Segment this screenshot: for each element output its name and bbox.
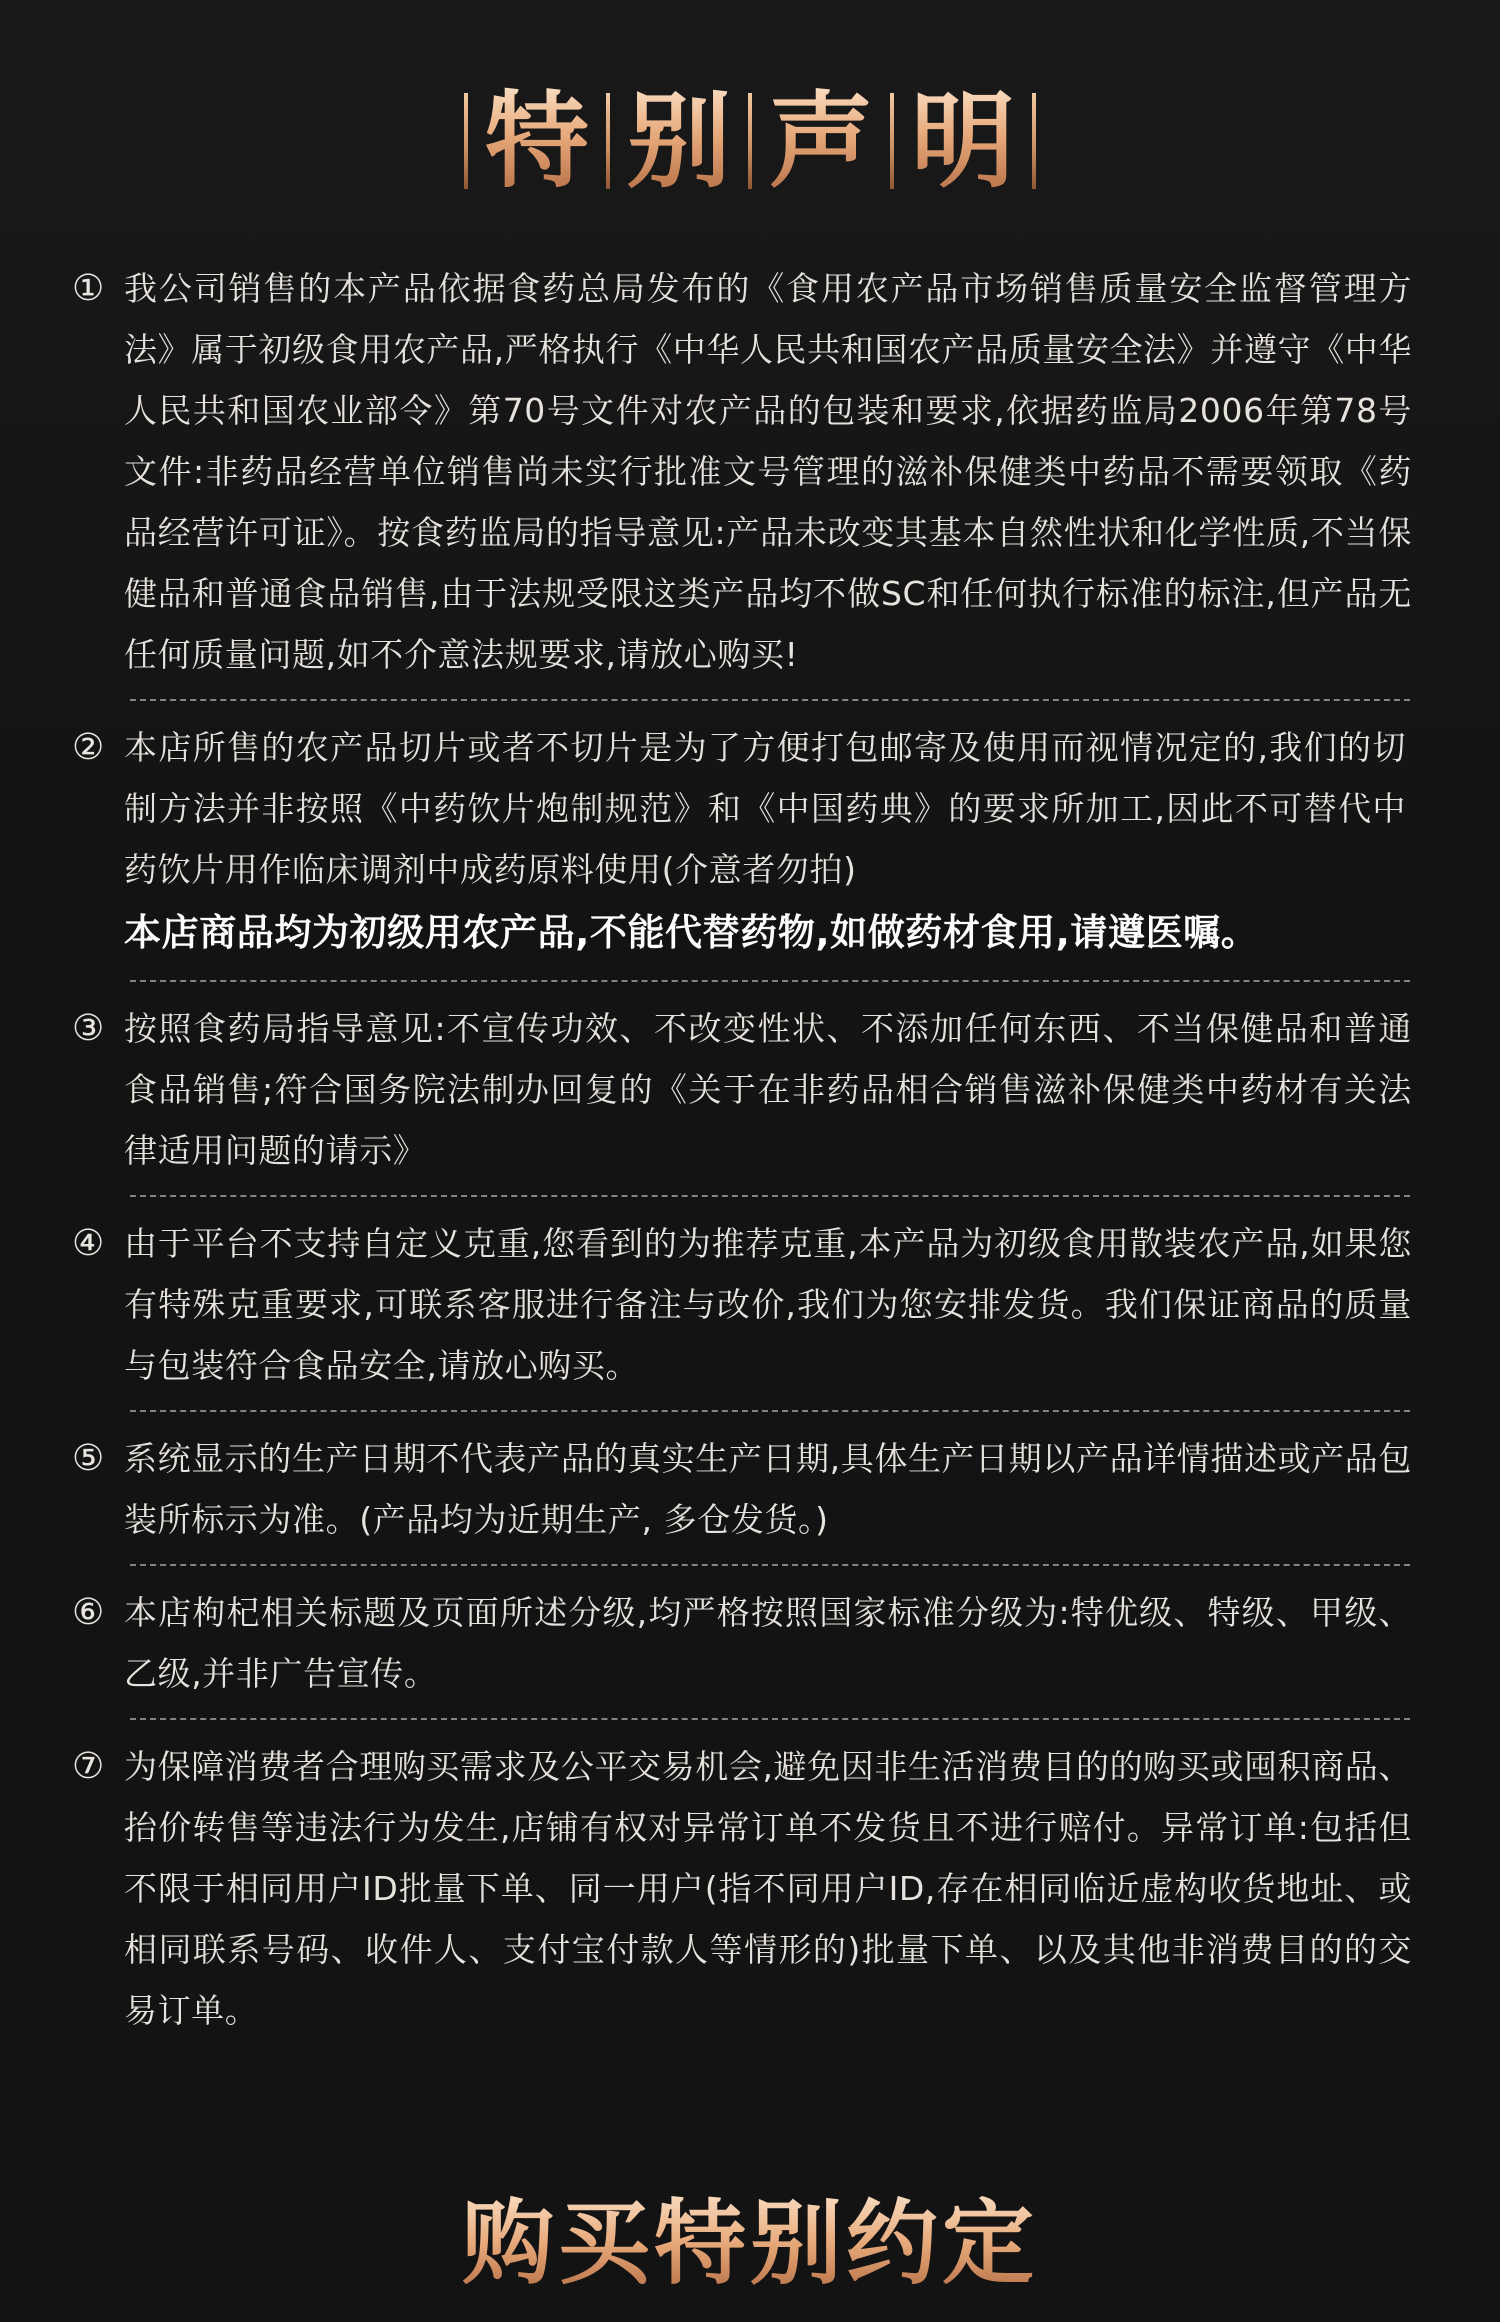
header [0, 79, 1500, 202]
title-char: 声 [766, 82, 876, 200]
item-text: 本店枸杞相关标题及页面所述分级,均严格按照国家标准分级为:特优级、特级、甲级、乙级,并非广告宣传。 [124, 1593, 1412, 1693]
dashed-divider [130, 699, 1410, 701]
item-number: ④ [72, 1223, 105, 1264]
statement-item [72, 1213, 1412, 1396]
title-divider-bar [606, 93, 610, 189]
purchase-agreement-heading: 购买特别约定 [0, 2188, 1500, 2298]
item-number: ② [72, 727, 105, 768]
statement-item [72, 258, 1412, 685]
item-bold-notice: 本店商品均为初级用农产品,不能代替药物,如做药材食用,请遵医嘱。 [124, 911, 1259, 954]
statement-item [72, 1736, 1412, 2041]
statement-list [72, 258, 1412, 2041]
title-divider-bar [1032, 93, 1036, 189]
dashed-divider [130, 1410, 1410, 1412]
statement-item [72, 998, 1412, 1181]
title-char: 特 [482, 82, 592, 200]
item-text: 本店所售的农产品切片或者不切片是为了方便打包邮寄及使用而视情况定的,我们的切制方法并非按照《中药饮片炮制规范》和《中国药典》的要求所加工,因此不可替代中药饮片用作临床调剂中成药原料使用(介意者勿拍) [124, 728, 1406, 889]
item-number: ① [72, 268, 105, 309]
item-text: 按照食药局指导意见:不宣传功效、不改变性状、不添加任何东西、不当保健品和普通食品销售;符合国务院法制办回复的《关于在非药品相合销售滋补保健类中药材有关法律适用问题的请示》 [124, 1009, 1412, 1170]
title-char: 别 [624, 82, 734, 200]
statement-item [72, 1428, 1412, 1550]
item-number: ③ [72, 1008, 105, 1049]
item-number: ⑥ [72, 1592, 105, 1633]
statement-item [72, 717, 1412, 966]
statement-item [72, 1582, 1412, 1704]
dashed-divider [130, 980, 1410, 982]
header-title [450, 79, 1050, 202]
item-text: 为保障消费者合理购买需求及公平交易机会,避免因非生活消费目的的购买或囤积商品、抬价转售等违法行为发生,店铺有权对异常订单不发货且不进行赔付。异常订单:包括但不限于相同用户ID批量下单、同一用户(指不同用户ID,存在相同临近虚构收货地址、或相同联系号码、收件人、支付宝付款人等情形的)批量下单、以及其他非消费目的的交易订单。 [124, 1747, 1412, 2030]
item-text: 系统显示的生产日期不代表产品的真实生产日期,具体生产日期以产品详情描述或产品包装所标示为准。(产品均为近期生产, 多仓发货。) [124, 1439, 1412, 1539]
dashed-divider [130, 1718, 1410, 1720]
title-divider-bar [748, 93, 752, 189]
item-text: 由于平台不支持自定义克重,您看到的为推荐克重,本产品为初级食用散装农产品,如果您有特殊克重要求,可联系客服进行备注与改价,我们为您安排发货。我们保证商品的质量与包装符合食品安全,请放心购买。 [124, 1224, 1413, 1385]
dashed-divider [130, 1564, 1410, 1566]
dashed-divider [130, 1195, 1410, 1197]
title-char: 明 [908, 82, 1018, 200]
title-divider-bar [890, 93, 894, 189]
item-text: 我公司销售的本产品依据食药总局发布的《食用农产品市场销售质量安全监督管理方法》属于初级食用农产品,严格执行《中华人民共和国农产品质量安全法》并遵守《中华人民共和国农业部令》第70号文件对农产品的包装和要求,依据药监局2006年第78号文件:非药品经营单位销售尚未实行批准文号管理的滋补保健类中药品不需要领取《药品经营许可证》。按食药监局的指导意见:产品未改变其基本自然性状和化学性质,不当保健品和普通食品销售,由于法规受限这类产品均不做SC和任何执行标准的标注,但产品无任何质量问题,如不介意法规要求,请放心购买! [124, 269, 1412, 674]
item-number: ⑦ [72, 1746, 105, 1787]
item-number: ⑤ [72, 1438, 105, 1479]
title-divider-bar [464, 93, 468, 189]
